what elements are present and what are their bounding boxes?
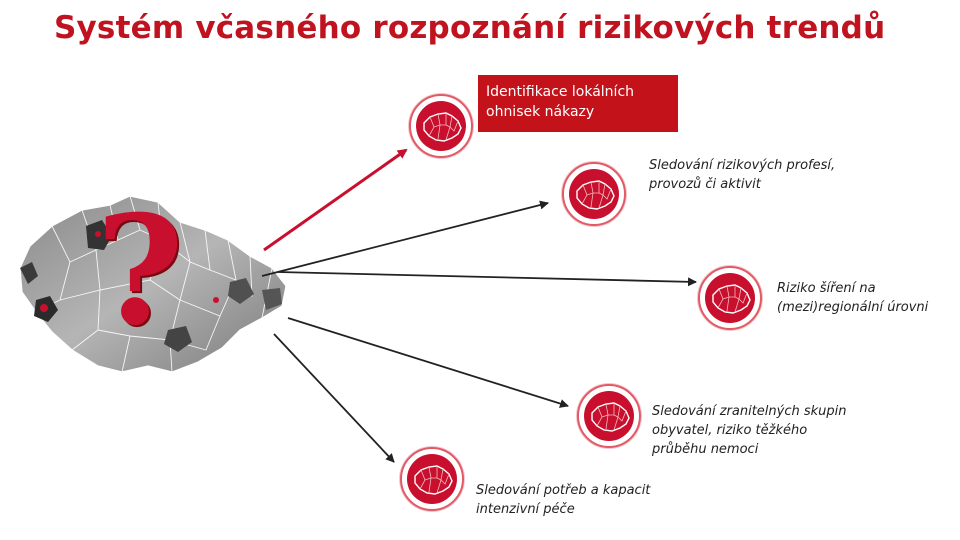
map-outline-icon — [407, 454, 457, 504]
label-vulnerable-groups: Sledování zranitelných skupin obyvatel, riziko těžkého průběhu nemoci — [652, 404, 847, 457]
map-icon-1 — [409, 94, 473, 158]
label-local-outbreaks: Identifikace lokálních ohnisek nákazy — [478, 75, 678, 132]
map-icon-4 — [577, 384, 641, 448]
label-risk-professions: Sledování rizikových profesí, provozů či aktivit — [649, 158, 836, 192]
map-icon-2 — [562, 162, 626, 226]
map-outline-icon — [705, 273, 755, 323]
arrow-2 — [262, 203, 548, 276]
map-outline-icon — [584, 391, 634, 441]
label-intensive-care: Sledování potřeb a kapacit intenzivní péče — [476, 483, 651, 517]
arrow-3 — [278, 272, 696, 282]
arrow-5 — [274, 334, 394, 462]
map-icon-3 — [698, 266, 762, 330]
label-regional-spread: Riziko šíření na (mezi)regionální úrovni — [777, 281, 929, 315]
map-icon-5 — [400, 447, 464, 511]
map-outline-icon — [569, 169, 619, 219]
question-mark: ? — [96, 183, 184, 359]
map-outline-icon — [416, 101, 466, 151]
arrow-1 — [264, 150, 406, 250]
page-title: Systém včasného rozpoznání rizikových trendů — [54, 10, 886, 46]
